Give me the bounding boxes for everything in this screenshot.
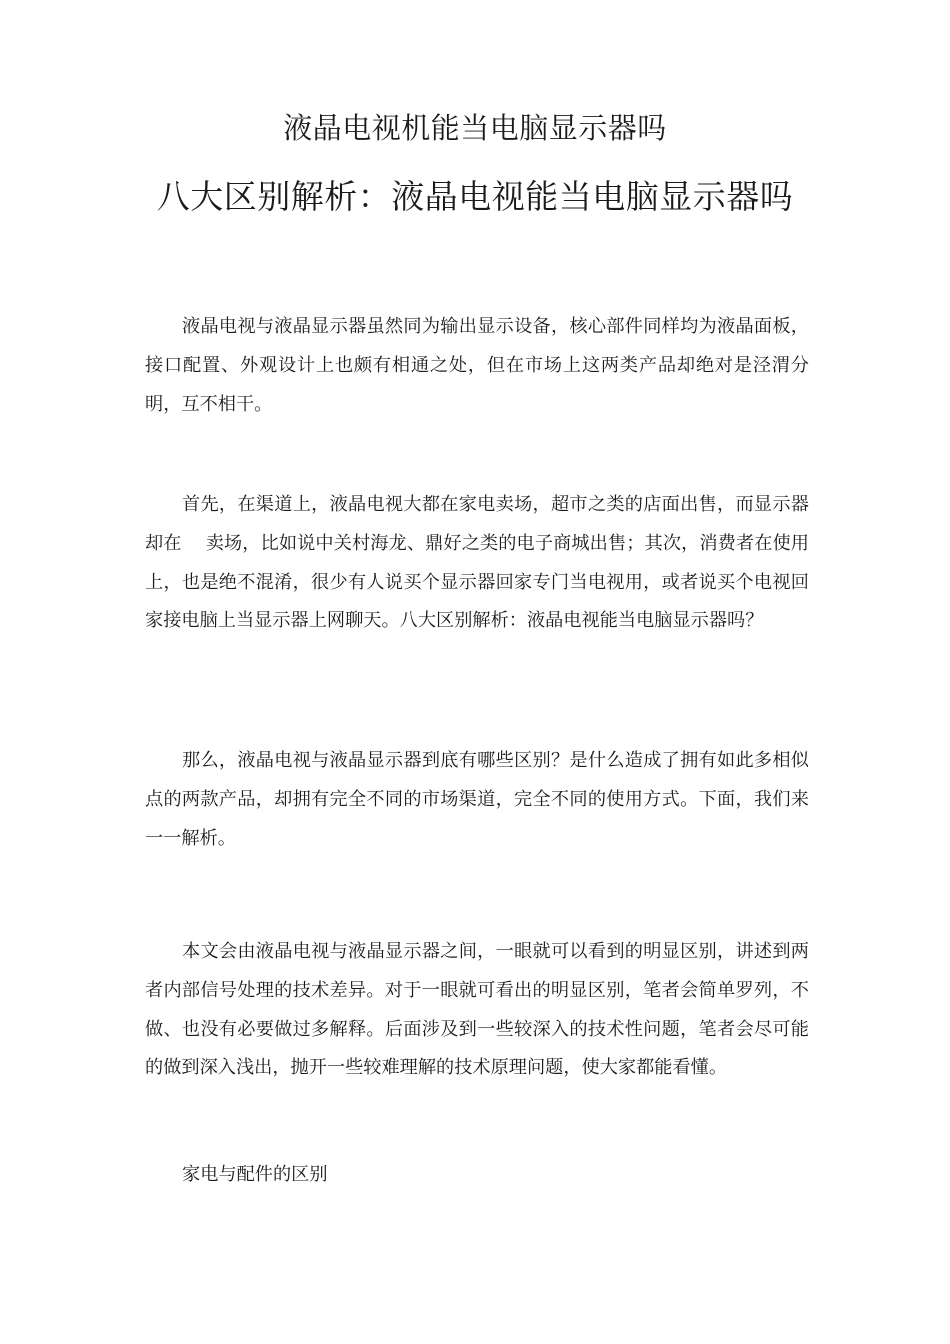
paragraph-channels: 首先，在渠道上，液晶电视大都在家电卖场，超市之类的店面出售，而显示器却在 卖场，比如说中关村海龙、鼎好之类的电子商城出售；其次，消费者在使用上，也是绝不混淆，很少有人说买个显示器回家专门当电视用，或者说买个电视回家接电脑上当显示器上网聊天。八大区别解析：液晶电视能当电脑显示器吗？: [145, 494, 809, 632]
paragraph-intro: 液晶电视与液晶显示器虽然同为输出显示设备，核心部件同样均为液晶面板，接口配置、外观设计上也颇有相通之处，但在市场上这两类产品却绝对是泾渭分明，互不相干。: [145, 316, 809, 415]
paragraph-overview: 本文会由液晶电视与液晶显示器之间，一眼就可以看到的明显区别，讲述到两者内部信号处理的技术差异。对于一眼就可看出的明显区别，笔者会简单罗列，不做、也没有必要做过多解释。后面涉及到一些较深入的技术性问题，笔者会尽可能的做到深入浅出，抛开一些较难理解的技术原理问题，使大家都能看懂。: [145, 941, 809, 1079]
paragraph-question: 那么，液晶电视与液晶显示器到底有哪些区别？是什么造成了拥有如此多相似点的两款产品，却拥有完全不同的市场渠道，完全不同的使用方式。下面，我们来一一解析。: [145, 750, 809, 849]
document-title: 液晶电视机能当电脑显示器吗: [283, 111, 667, 145]
document-subtitle: 八大区别解析：液晶电视能当电脑显示器吗: [156, 177, 794, 216]
section-heading: 家电与配件的区别: [182, 1164, 328, 1185]
